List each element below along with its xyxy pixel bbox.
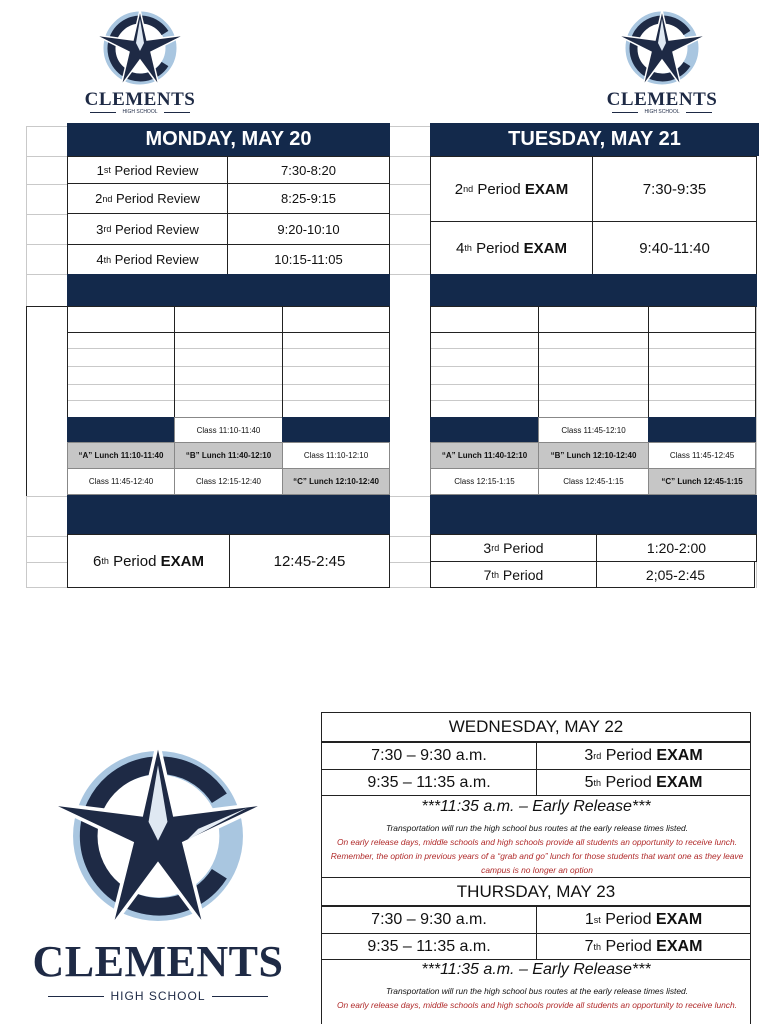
tuesday-after-2-label: 7 th Period: [430, 561, 597, 588]
tuesday-divider-bar: [430, 274, 757, 307]
monday-lunch-r3-a: Class 11:45-12:40: [67, 468, 175, 495]
tuesday-after-1-time: 1:20-2:00: [596, 534, 757, 562]
monday-row-3-time: 9:20-10:10: [227, 213, 390, 245]
wednesday-note: [328, 821, 746, 877]
monday-row-4-time: 10:15-11:05: [227, 244, 390, 275]
monday-row-4-label: 4 th Period Review: [67, 244, 228, 275]
monday-lunch-r2-c: Class 11:10-12:10: [282, 442, 390, 469]
tuesday-lunch-r2-c: Class 11:45-12:45: [648, 442, 756, 469]
thursday-title: THURSDAY, MAY 23: [322, 878, 750, 906]
monday-lunch-r1-a: [67, 417, 175, 443]
monday-row-divider: [67, 332, 390, 333]
monday-lunch-r1-b: Class 11:10-11:40: [174, 417, 283, 443]
wednesday-early-release: ***11:35 a.m. – Early Release***: [421, 798, 651, 815]
tuesday-after-2-time: 2;05-2:45: [596, 561, 755, 588]
thursday-row-1-time: 7:30 – 9:30 a.m.: [321, 906, 537, 934]
logo-subtitle: HIGH SCHOOL: [612, 110, 711, 115]
thursday-row-1-exam: 1 st Period EXAM: [536, 906, 751, 934]
monday-row-2-label: 2 nd Period Review: [67, 183, 228, 214]
monday-row-2-time: 8:25-9:15: [227, 183, 390, 214]
logo-wordmark: CLEMENTS: [606, 89, 718, 110]
tuesday-divider-bar-2: [430, 495, 757, 535]
wednesday-row-1-exam: 3 rd Period EXAM: [536, 742, 751, 770]
clements-logo-large: [32, 736, 284, 1002]
monday-lunch-r3-c: “C” Lunch 12:10-12:40: [282, 468, 390, 495]
logo-wordmark: CLEMENTS: [84, 89, 196, 110]
thursday-row-2-time: 9:35 – 11:35 a.m.: [321, 933, 537, 960]
clements-star-icon: [90, 8, 190, 90]
thursday-early-release: ***11:35 a.m. – Early Release***: [421, 961, 651, 978]
tuesday-lunch-r3-b: Class 12:45-1:15: [538, 468, 649, 495]
wednesday-title: WEDNESDAY, MAY 22: [322, 713, 750, 742]
logo-subtitle: HIGH SCHOOL: [48, 990, 267, 1002]
tuesday-lunch-r1-a: [430, 417, 539, 443]
tuesday-row-2-label: 4 th Period EXAM: [430, 221, 593, 275]
logo-subtitle: HIGH SCHOOL: [90, 110, 189, 115]
logo-wordmark: CLEMENTS: [32, 937, 284, 986]
thursday-note: [328, 984, 746, 1024]
wednesday-note-lunch: On early release days, middle schools and high schools provide all students an opportunity to receive lunch. Remember, the option in previous years of a “grab and go” lunch for those students that want one as they leave campus is no longer an option: [330, 837, 744, 875]
monday-row-1-label: 1 st Period Review: [67, 156, 228, 184]
tuesday-lunch-r1-c: [648, 417, 756, 443]
tuesday-row-divider: [430, 332, 756, 333]
tuesday-row-2-time: 9:40-11:40: [592, 221, 757, 275]
tuesday-lunch-r2-b: “B” Lunch 12:10-12:40: [538, 442, 649, 469]
monday-lunch-r2-a: “A” Lunch 11:10-11:40: [67, 442, 175, 469]
clements-star-icon: [40, 736, 276, 936]
monday-exam-time: 12:45-2:45: [229, 534, 390, 588]
monday-lunch-r3-b: Class 12:15-12:40: [174, 468, 283, 495]
monday-title: MONDAY, MAY 20: [67, 123, 390, 156]
tuesday-row-1-label: 2 nd Period EXAM: [430, 156, 593, 222]
wednesday-row-2-exam: 5 th Period EXAM: [536, 769, 751, 796]
tuesday-after-1-label: 3 rd Period: [430, 534, 597, 562]
clements-star-icon: [612, 8, 712, 90]
thursday-note-transport: Transportation will run the high school bus routes at the early release times listed.: [386, 986, 688, 996]
thursday-note-lunch: On early release days, middle schools and high schools provide all students an opportunity to receive lunch.: [337, 1000, 737, 1010]
monday-divider-bar: [67, 274, 390, 307]
clements-logo-top-right: [602, 8, 722, 115]
tuesday-row-1-time: 7:30-9:35: [592, 156, 757, 222]
tuesday-lunch-r2-a: “A” Lunch 11:40-12:10: [430, 442, 539, 469]
tuesday-lunch-r1-b: Class 11:45-12:10: [538, 417, 649, 443]
thursday-row-2-exam: 7 th Period EXAM: [536, 933, 751, 960]
monday-divider-bar-2: [67, 495, 390, 535]
wednesday-row-2-time: 9:35 – 11:35 a.m.: [321, 769, 537, 796]
monday-row-1-time: 7:30-8:20: [227, 156, 390, 184]
tuesday-lunch-r3-c: “C” Lunch 12:45-1:15: [648, 468, 756, 495]
wednesday-row-1-time: 7:30 – 9:30 a.m.: [321, 742, 537, 770]
monday-lunch-r2-b: “B” Lunch 11:40-12:10: [174, 442, 283, 469]
clements-logo-top-left: [80, 8, 200, 115]
tuesday-title: TUESDAY, MAY 21: [430, 123, 759, 156]
monday-row-3-label: 3 rd Period Review: [67, 213, 228, 245]
monday-exam-label: 6 th Period EXAM: [67, 534, 230, 588]
wednesday-note-transport: Transportation will run the high school bus routes at the early release times listed.: [386, 823, 688, 833]
tuesday-lunch-r3-a: Class 12:15-1:15: [430, 468, 539, 495]
monday-lunch-r1-c: [282, 417, 390, 443]
